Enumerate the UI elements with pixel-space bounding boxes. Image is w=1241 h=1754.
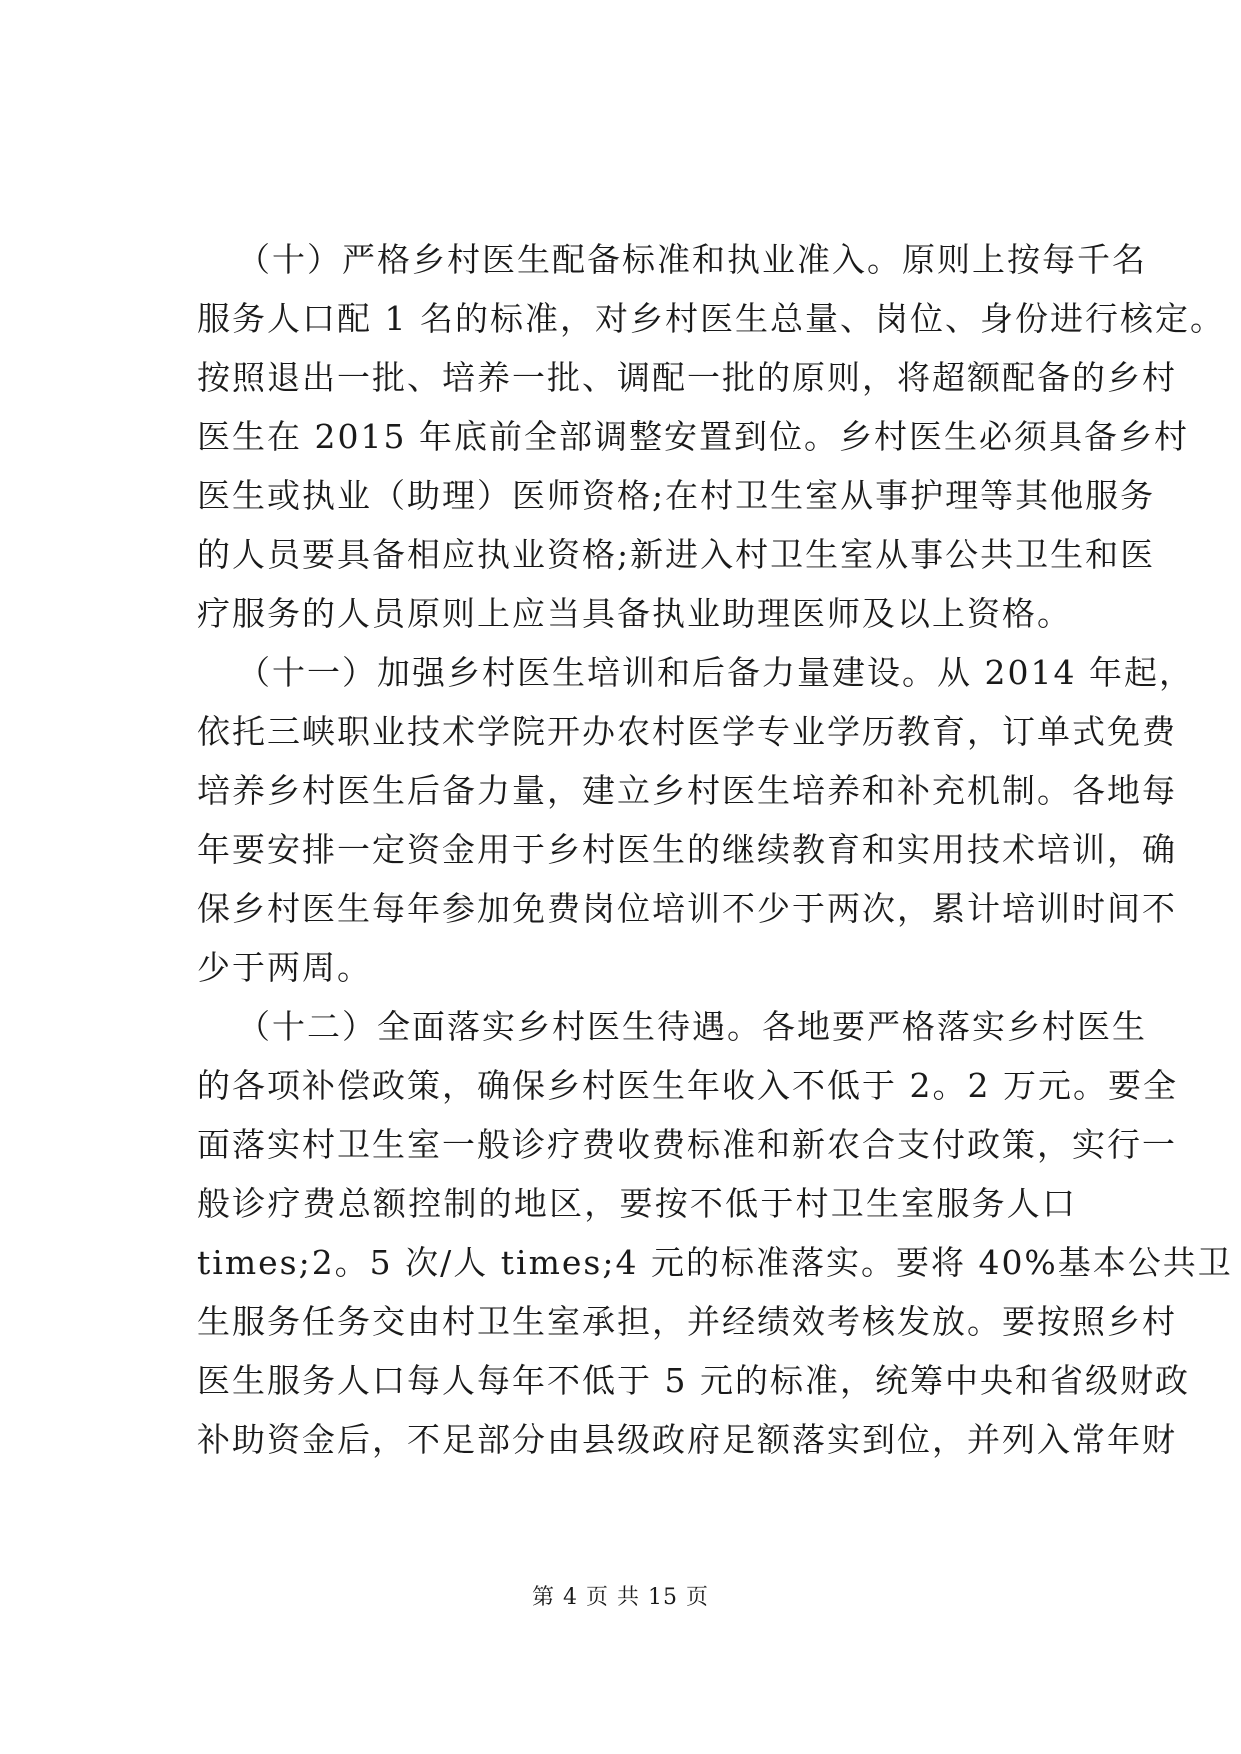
text-line: 的各项补偿政策，确保乡村医生年收入不低于 2。2 万元。要全: [197, 1066, 1178, 1105]
text-line: 年要安排一定资金用于乡村医生的继续教育和实用技术培训，确: [197, 830, 1177, 869]
text-line: 依托三峡职业技术学院开办农村医学专业学历教育，订单式免费: [197, 712, 1177, 751]
text-line: （十）严格乡村医生配备标准和执业准入。原则上按每千名: [237, 240, 1147, 279]
text-line: 疗服务的人员原则上应当具备执业助理医师及以上资格。: [197, 594, 1072, 633]
text-line: 培养乡村医生后备力量，建立乡村医生培养和补充机制。各地每: [197, 771, 1177, 810]
text-line: 补助资金后，不足部分由县级政府足额落实到位，并列入常年财: [197, 1420, 1177, 1459]
text-line: 医生服务人口每人每年不低于 5 元的标准，统筹中央和省级财政: [197, 1361, 1190, 1400]
text-line: 生服务任务交由村卫生室承担，并经绩效考核发放。要按照乡村: [197, 1302, 1177, 1341]
text-line: 般诊疗费总额控制的地区，要按不低于村卫生室服务人口: [197, 1184, 1077, 1223]
text-line: 服务人口配 1 名的标准，对乡村医生总量、岗位、身份进行核定。: [197, 299, 1225, 338]
text-line: 少于两周。: [197, 948, 372, 987]
text-line: 按照退出一批、培养一批、调配一批的原则，将超额配备的乡村: [197, 358, 1177, 397]
text-line: （十二）全面落实乡村医生待遇。各地要严格落实乡村医生: [237, 1007, 1147, 1046]
text-line: times;2。5 次/人 times;4 元的标准落实。要将 40%基本公共卫: [197, 1243, 1233, 1282]
text-line: 医生或执业（助理）医师资格;在村卫生室从事护理等其他服务: [197, 476, 1156, 515]
text-line: 保乡村医生每年参加免费岗位培训不少于两次，累计培训时间不: [197, 889, 1177, 928]
text-line: 医生在 2015 年底前全部调整安置到位。乡村医生必须具备乡村: [197, 417, 1189, 456]
text-line: （十一）加强乡村医生培训和后备力量建设。从 2014 年起，: [237, 653, 1194, 692]
page-number-footer: 第 4 页 共 15 页: [532, 1585, 709, 1610]
body-text: [197, 230, 1233, 1469]
text-line: 的人员要具备相应执业资格;新进入村卫生室从事公共卫生和医: [197, 535, 1156, 574]
text-line: 面落实村卫生室一般诊疗费收费标准和新农合支付政策，实行一: [197, 1125, 1177, 1164]
